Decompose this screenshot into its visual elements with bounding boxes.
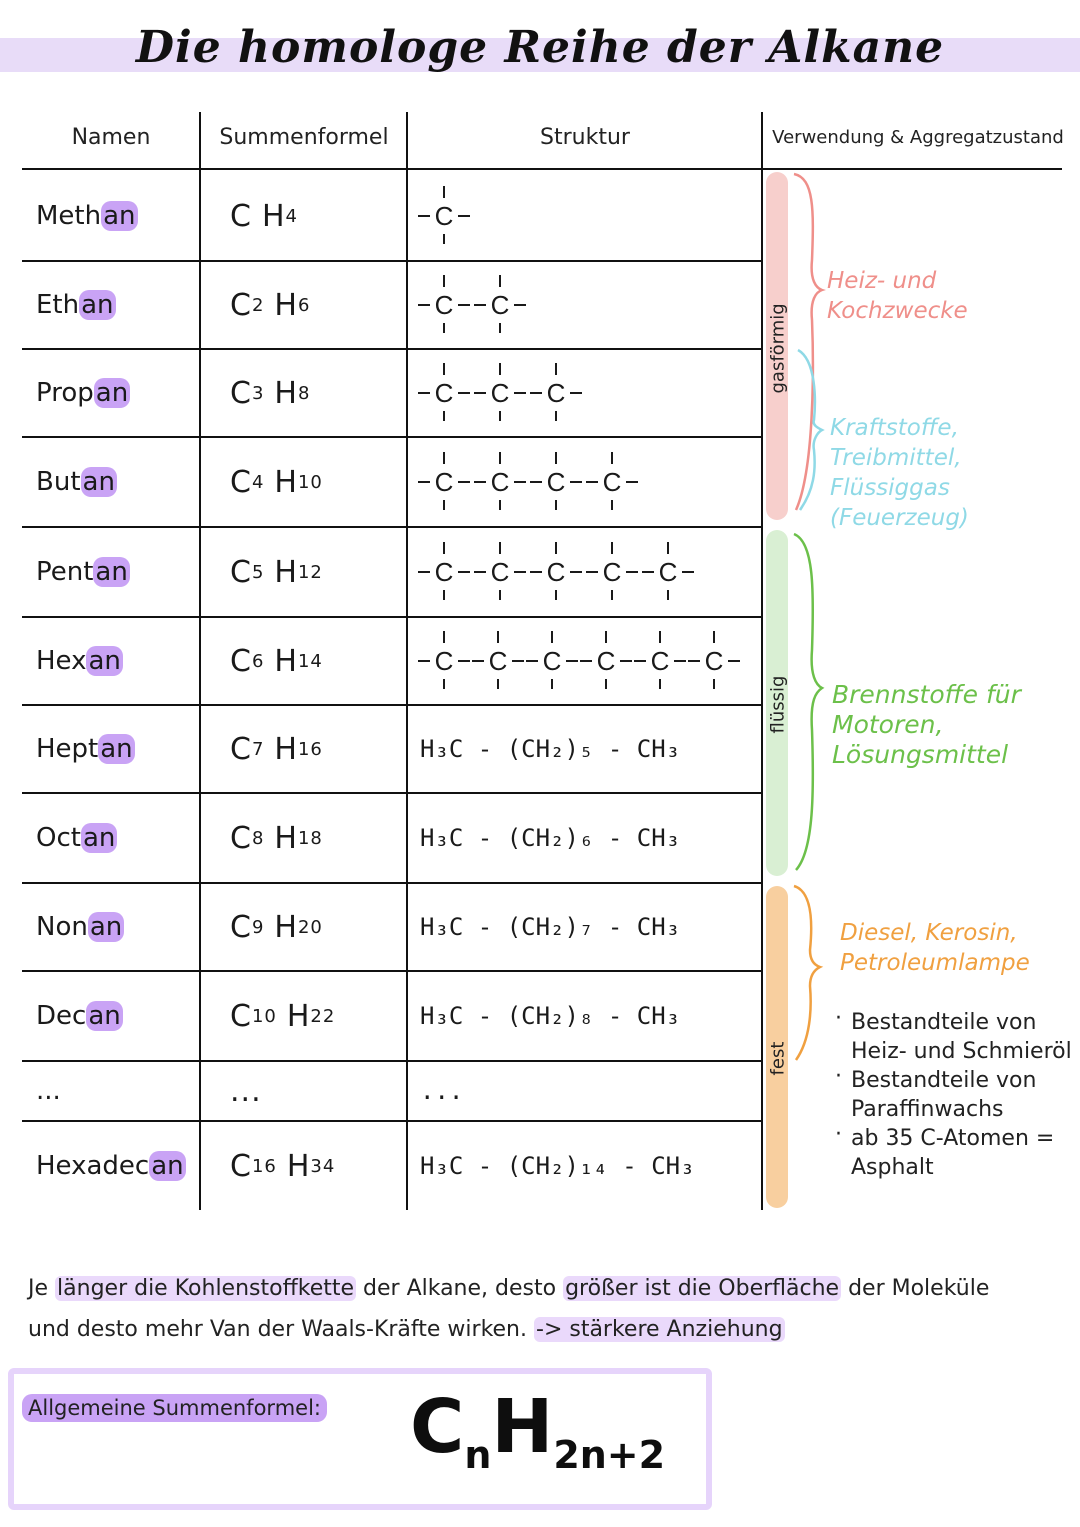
formula-c-n: 6 bbox=[251, 650, 265, 672]
table-cell-formula bbox=[230, 884, 323, 970]
name-base: Oct bbox=[36, 823, 81, 853]
carbon-atom: C bbox=[434, 467, 454, 497]
table-cell-formula bbox=[230, 438, 323, 526]
carbon-atom: C bbox=[596, 646, 616, 676]
formula-c-n: 10 bbox=[251, 1005, 277, 1027]
carbon-atom: C bbox=[490, 290, 510, 320]
usage-fuel bbox=[830, 413, 1070, 533]
name-suffix-highlight: an bbox=[151, 1151, 184, 1181]
formula-h: H bbox=[274, 643, 298, 679]
table-cell-structure bbox=[420, 706, 680, 792]
name-base: Hept bbox=[36, 734, 99, 764]
table-cell-name bbox=[36, 438, 117, 526]
carbon-atom: C bbox=[546, 557, 566, 587]
formula-h: H bbox=[274, 909, 298, 945]
row-divider bbox=[22, 1060, 762, 1062]
structure-text: ... bbox=[420, 1077, 464, 1105]
table-cell-name bbox=[36, 884, 124, 970]
formula-h-n: 18 bbox=[297, 827, 323, 849]
name-suffix-highlight: an bbox=[100, 734, 133, 764]
formula-c-n: 2 bbox=[251, 294, 265, 316]
usage-diesel bbox=[840, 918, 1050, 978]
name-base: Hex bbox=[36, 646, 87, 676]
usage-fuel-text: Kraftstoffe, Treibmittel, Flüssiggas (Feuerzeug) bbox=[830, 415, 969, 531]
formula-c-n: 16 bbox=[251, 1155, 277, 1177]
general-formula-h-index: 2n+2 bbox=[553, 1432, 666, 1477]
note-text: der Moleküle bbox=[841, 1276, 990, 1301]
table-cell-name bbox=[36, 1122, 186, 1210]
carbon-atom: C bbox=[434, 557, 454, 587]
name-base: Eth bbox=[36, 290, 80, 320]
carbon-atom: C bbox=[658, 557, 678, 587]
table-cell-name bbox=[36, 172, 138, 260]
note-highlight: größer ist die Oberfläche bbox=[565, 1276, 840, 1301]
usage-engines-text: Brennstoffe für Motoren, Lösungsmittel bbox=[832, 680, 1021, 769]
carbon-atom: C bbox=[490, 467, 510, 497]
formula-h-n: 20 bbox=[297, 916, 323, 938]
formula-h-n: 12 bbox=[297, 561, 323, 583]
formula-h: H bbox=[286, 1148, 311, 1184]
formula-h-n: 4 bbox=[285, 205, 298, 227]
formula-c: C bbox=[230, 375, 252, 411]
formula-h-n: 14 bbox=[297, 650, 323, 672]
note-text: der Alkane, desto bbox=[356, 1276, 564, 1301]
table-cell-formula bbox=[230, 1122, 335, 1210]
structure-text: H₃C - (CH₂)₁₄ - CH₃ bbox=[420, 1152, 695, 1180]
header-structure: Struktur bbox=[540, 124, 630, 150]
note-highlight: -> stärkere Anziehung bbox=[536, 1317, 783, 1342]
name-suffix-highlight: an bbox=[88, 646, 121, 676]
usage-heating-text: Heiz- und Kochzwecke bbox=[827, 268, 968, 324]
formula-h: H bbox=[274, 820, 298, 856]
carbon-atom: C bbox=[546, 378, 566, 408]
name-suffix-highlight: an bbox=[89, 912, 123, 942]
formula-h-n: 34 bbox=[310, 1155, 336, 1177]
structure-text: H₃C - (CH₂)₈ - CH₃ bbox=[420, 1002, 681, 1030]
solid-usage-list bbox=[835, 1008, 1075, 1182]
formula-h: H bbox=[274, 464, 298, 500]
carbon-atom: C bbox=[490, 378, 510, 408]
carbon-atom: C bbox=[704, 646, 724, 676]
formula-h: H bbox=[274, 287, 298, 323]
usage-engines bbox=[832, 680, 1072, 770]
formula-h: H bbox=[261, 198, 286, 234]
formula-h: H bbox=[274, 731, 298, 767]
table-cell-name bbox=[36, 350, 130, 436]
structure-text: H₃C - (CH₂)₅ - CH₃ bbox=[420, 735, 681, 763]
heating-brace bbox=[794, 174, 822, 510]
usage-diesel-text: Diesel, Kerosin, Petroleumlampe bbox=[840, 920, 1030, 976]
carbon-atom: C bbox=[602, 557, 622, 587]
solid-state-label: fest bbox=[767, 1041, 789, 1076]
engines-brace bbox=[794, 534, 822, 870]
table-cell-formula bbox=[230, 972, 335, 1060]
name-suffix-highlight: an bbox=[82, 823, 116, 853]
name-base: Meth bbox=[36, 201, 102, 231]
formula-h: H bbox=[274, 375, 298, 411]
formula-h: H bbox=[274, 554, 298, 590]
carbon-atom: C bbox=[650, 646, 670, 676]
formula-c: C bbox=[230, 1148, 252, 1184]
formula-c-n: 7 bbox=[251, 738, 265, 760]
formula-c: ... bbox=[230, 1073, 262, 1109]
table-cell-structure bbox=[420, 794, 680, 882]
structure-skeleton bbox=[414, 262, 754, 348]
table-cell-name bbox=[36, 528, 130, 616]
structure-skeleton bbox=[414, 438, 754, 526]
carbon-atom: C bbox=[490, 557, 510, 587]
carbon-atom: C bbox=[434, 290, 454, 320]
structure-skeleton bbox=[414, 528, 754, 616]
table-cell-formula bbox=[230, 794, 323, 882]
formula-c: C bbox=[230, 731, 252, 767]
carbon-atom: C bbox=[602, 467, 622, 497]
formula-c: C bbox=[230, 909, 252, 945]
name-suffix-highlight: an bbox=[88, 1001, 121, 1031]
formula-h-n: 16 bbox=[297, 738, 323, 760]
formula-c: C bbox=[230, 198, 252, 234]
table-cell-name bbox=[36, 262, 116, 348]
formula-h-n: 22 bbox=[310, 1005, 336, 1027]
name-suffix-highlight: an bbox=[103, 201, 136, 231]
carbon-atom: C bbox=[546, 467, 566, 497]
name-suffix-highlight: an bbox=[95, 378, 129, 408]
name-base: But bbox=[36, 467, 81, 497]
table-cell-structure bbox=[420, 1122, 695, 1210]
table-cell-formula bbox=[230, 706, 323, 792]
table-cell-structure bbox=[420, 884, 680, 970]
table-cell-formula bbox=[230, 172, 298, 260]
table-cell-formula bbox=[230, 350, 310, 436]
name-base: Hexadec bbox=[36, 1151, 150, 1181]
table-cell-name bbox=[36, 706, 135, 792]
header-rule bbox=[22, 168, 1062, 170]
formula-c: C bbox=[230, 820, 252, 856]
header-usage: Verwendung & Aggregatzustand bbox=[772, 126, 1064, 148]
table-cell-structure bbox=[420, 1062, 463, 1120]
formula-h-n: 8 bbox=[297, 382, 311, 404]
column-divider bbox=[199, 112, 201, 1210]
formula-c-n: 3 bbox=[251, 382, 265, 404]
formula-h: H bbox=[286, 998, 311, 1034]
formula-c: C bbox=[230, 464, 252, 500]
formula-c-n: 9 bbox=[251, 916, 265, 938]
formula-h-n: 6 bbox=[297, 294, 311, 316]
list-item: · Bestandteile von Paraffinwachs bbox=[835, 1066, 1075, 1124]
general-formula bbox=[410, 1384, 665, 1477]
page-title: Die homologe Reihe der Alkane bbox=[135, 22, 945, 73]
header-name: Namen bbox=[71, 124, 151, 150]
table-cell-formula bbox=[230, 528, 323, 616]
name-base: ... bbox=[36, 1076, 61, 1106]
structure-skeleton bbox=[414, 172, 754, 260]
general-formula-label: Allgemeine Summenformel: bbox=[22, 1394, 327, 1422]
formula-h-n: 10 bbox=[297, 471, 323, 493]
formula-c-n: 5 bbox=[251, 561, 265, 583]
table-cell-formula bbox=[230, 1062, 272, 1120]
structure-skeleton bbox=[414, 350, 754, 436]
formula-c-n: 8 bbox=[251, 827, 265, 849]
name-base: Pent bbox=[36, 557, 94, 587]
header-formula: Summenformel bbox=[219, 124, 389, 150]
gas-state-label: gasförmig bbox=[767, 303, 789, 394]
name-suffix-highlight: an bbox=[82, 467, 115, 497]
carbon-atom: C bbox=[434, 201, 454, 231]
column-divider bbox=[406, 112, 408, 1210]
structure-skeleton bbox=[414, 618, 754, 704]
note-highlight: länger die Kohlenstoffkette bbox=[57, 1276, 355, 1301]
structure-text: H₃C - (CH₂)₆ - CH₃ bbox=[420, 824, 681, 852]
table-cell-name bbox=[36, 794, 117, 882]
formula-c: C bbox=[230, 287, 252, 323]
table-cell-structure bbox=[420, 972, 680, 1060]
table-cell-formula bbox=[230, 262, 310, 348]
note-text: Je bbox=[28, 1276, 56, 1301]
name-base: Prop bbox=[36, 378, 94, 408]
table-cell-name bbox=[36, 972, 123, 1060]
diesel-brace bbox=[794, 886, 820, 1060]
table-cell-name bbox=[36, 1062, 61, 1120]
formula-c: C bbox=[230, 554, 252, 590]
carbon-atom: C bbox=[434, 646, 454, 676]
liquid-state-label: flüssig bbox=[767, 675, 789, 734]
general-formula-c-index: n bbox=[464, 1432, 492, 1477]
name-suffix-highlight: an bbox=[81, 290, 114, 320]
name-suffix-highlight: an bbox=[95, 557, 128, 587]
structure-text: H₃C - (CH₂)₇ - CH₃ bbox=[420, 913, 681, 941]
carbon-atom: C bbox=[488, 646, 508, 676]
formula-c-n: 4 bbox=[251, 471, 265, 493]
formula-c: C bbox=[230, 998, 252, 1034]
formula-c: C bbox=[230, 643, 252, 679]
table-cell-name bbox=[36, 618, 123, 704]
general-formula-h: H bbox=[491, 1384, 554, 1470]
list-item: · Bestandteile von Heiz- und Schmieröl bbox=[835, 1008, 1075, 1066]
carbon-atom: C bbox=[542, 646, 562, 676]
table-cell-formula bbox=[230, 618, 323, 704]
general-formula-c: C bbox=[410, 1384, 465, 1470]
carbon-atom: C bbox=[434, 378, 454, 408]
explanation-note bbox=[28, 1268, 1068, 1350]
list-item: · ab 35 C-Atomen = Asphalt bbox=[835, 1124, 1075, 1182]
name-base: Dec bbox=[36, 1001, 87, 1031]
column-divider bbox=[761, 112, 763, 1210]
usage-heating bbox=[827, 266, 967, 326]
name-base: Non bbox=[36, 912, 88, 942]
note-text: und desto mehr Van der Waals-Kräfte wirken. bbox=[28, 1317, 534, 1342]
